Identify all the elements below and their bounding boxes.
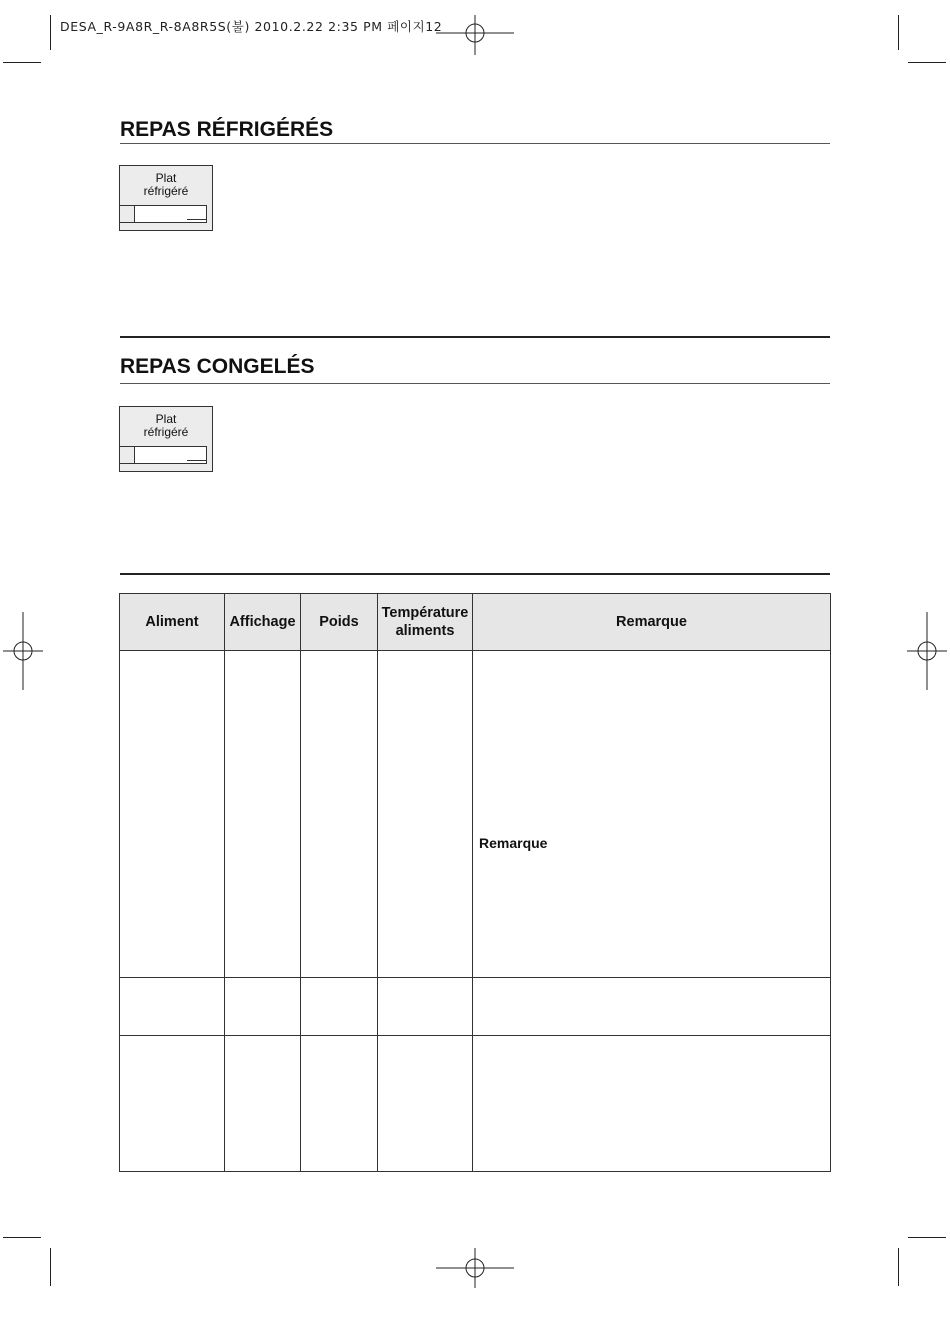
panel-notch	[120, 446, 134, 464]
header-aliment: Aliment	[120, 594, 225, 651]
button-label-line2: réfrigéré	[143, 184, 189, 198]
header-temperature-line2: aliments	[395, 623, 455, 639]
crop-mark	[908, 62, 946, 63]
crop-mark	[908, 1237, 946, 1238]
table-cell	[301, 1036, 378, 1172]
button-label-line1: Plat	[155, 171, 177, 185]
header-poids: Poids	[301, 594, 378, 651]
table-cell	[301, 978, 378, 1036]
table-header-row	[120, 594, 831, 651]
section-rule	[120, 383, 830, 384]
table-cell	[225, 651, 301, 978]
table-cell	[473, 1036, 831, 1172]
table-row	[120, 978, 831, 1036]
table-cell	[120, 1036, 225, 1172]
table-cell	[378, 1036, 473, 1172]
header-affichage: Affichage	[225, 594, 301, 651]
button-label-line2: réfrigéré	[143, 425, 189, 439]
table-cell	[473, 978, 831, 1036]
button-label-line1: Plat	[155, 412, 177, 426]
section-title-frozen: REPAS CONGELÉS	[120, 355, 315, 378]
registration-mark	[3, 612, 43, 690]
crop-mark	[50, 1248, 51, 1286]
header-temperature	[378, 594, 473, 651]
section-title-refrigerated: REPAS RÉFRIGÉRÉS	[120, 118, 334, 141]
remarque-label: Remarque	[479, 835, 548, 851]
control-panel-button[interactable]	[119, 406, 213, 472]
crop-mark	[3, 1237, 41, 1238]
table-cell	[225, 978, 301, 1036]
section-divider	[120, 336, 830, 338]
table-cell	[120, 651, 225, 978]
crop-mark	[3, 62, 41, 63]
display-segment	[187, 219, 207, 220]
cooking-table	[119, 593, 831, 1172]
table-cell	[378, 651, 473, 978]
table-row	[120, 651, 831, 978]
print-header: DESA_R-9A8R_R-8A8R5S(불) 2010.2.22 2:35 PM 페이지12	[60, 19, 443, 34]
header-remarque: Remarque	[473, 594, 831, 651]
registration-mark	[436, 1248, 514, 1288]
button-label	[120, 172, 212, 198]
table-cell	[378, 978, 473, 1036]
display-window	[134, 446, 207, 464]
crop-mark	[50, 15, 51, 50]
display-window	[134, 205, 207, 223]
panel-notch	[120, 205, 134, 223]
table-cell	[120, 978, 225, 1036]
table-cell	[301, 651, 378, 978]
table-cell	[225, 1036, 301, 1172]
crop-mark	[898, 1248, 899, 1286]
crop-mark	[898, 15, 899, 50]
header-temperature-line1: Température	[381, 605, 469, 621]
registration-mark	[907, 612, 947, 690]
table-row	[120, 1036, 831, 1172]
display-segment	[187, 460, 207, 461]
control-panel-button[interactable]	[119, 165, 213, 231]
registration-mark	[436, 15, 514, 55]
section-rule	[120, 143, 830, 144]
table-cell	[473, 651, 831, 978]
button-label	[120, 413, 212, 439]
section-divider	[120, 573, 830, 575]
